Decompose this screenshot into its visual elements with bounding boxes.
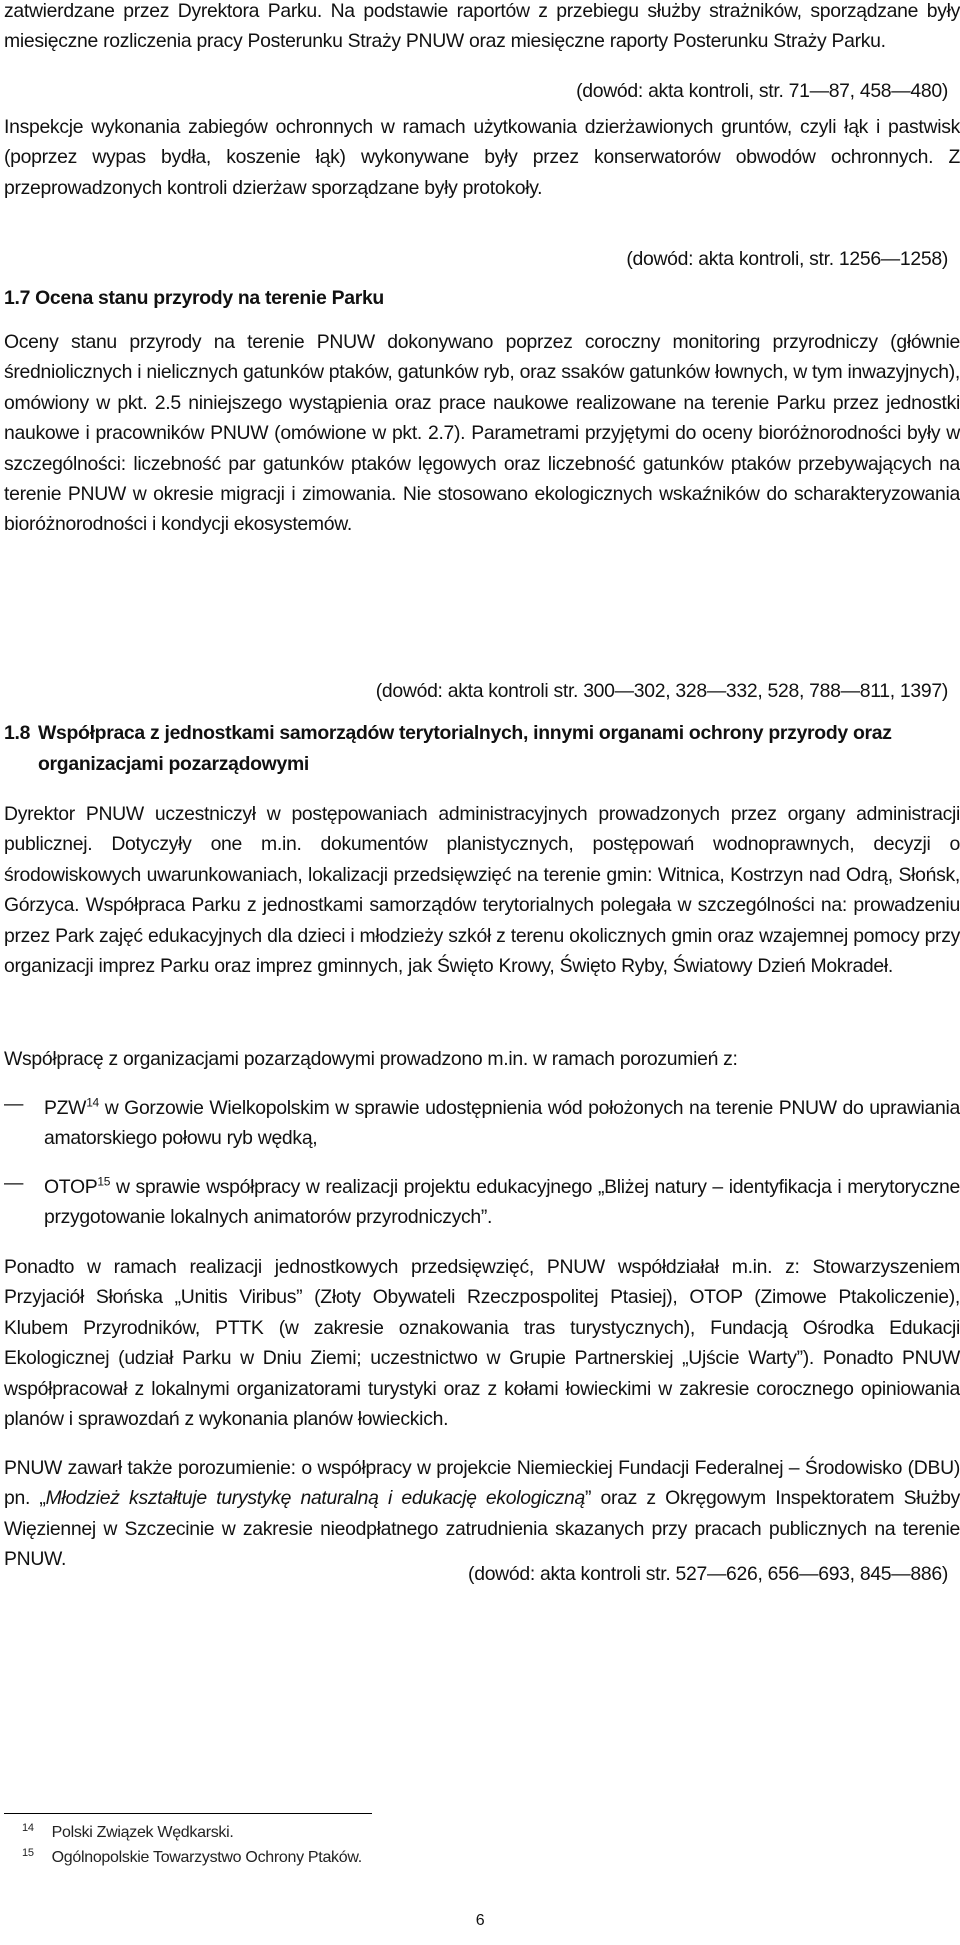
section-number: 1.8 (4, 722, 31, 744)
paragraph-ponadto: Ponadto w ramach realizacji jednostkowych przedsięwzięć, PNUW współdziałał m.in. z: Stowarzyszeniem Przyjaciół Słońska „Unitis Viribus” (Złoty Obywateli Rzeczpospolitej Ptasiej), OTOP (Zimowe Ptakoliczenie), Klubem Przyrodników, PTTK (w zakresie oznakowania tras turystycznych), Fundacją Ośrodka Edukacji Ekologicznej (udział Parku w Dniu Ziemi; uczestnictwo w Grupie Partnerskiej „Ujście Warty”). Ponadto PNUW współpracował z lokalnymi organizatorami turystyki oraz z kołami łowieckimi w zakresie corocznego opiniowania planów i sprawozdań z wykonania planów łowieckich. (4, 1256, 960, 1431)
list-item (4, 1093, 960, 1154)
footnote-text: Polski Związek Wędkarski. (51, 1824, 234, 1841)
paragraph-wspolprace: Współpracę z organizacjami pozarządowymi prowadzono m.in. w ramach porozumień z: (4, 1048, 738, 1070)
footnote (22, 1822, 234, 1844)
section-heading-1-8 (4, 718, 960, 780)
footnote (22, 1847, 362, 1869)
section-heading-1-7: 1.7 Ocena stanu przyrody na terenie Parku (4, 287, 384, 309)
paragraph-porozumienie: PNUW zawarł także porozumienie: o współpracy w projekcie Niemieckiej Fundacji Federalnej – Środowisko (DBU) pn. „Młodzież kształtuje turystykę naturalną i edukację ekologiczną” oraz z Okręgowym Inspektoratem Służby Więziennej w Szczecinie w zakresie nieodpłatnego zatrudnienia skazanych przy pracach publicznych na terenie PNUW. (4, 1457, 960, 1571)
paragraph-oceny: Oceny stanu przyrody na terenie PNUW dokonywano poprzez coroczny monitoring przyrodniczy (głównie średniolicznych i nielicznych gatunków ptaków, gatunków ryb, oraz ssaków gatunków łownych, w tym inwazyjnych), omówiony w pkt. 2.5 niniejszego wystąpienia oraz prace naukowe realizowane na terenie Parku przez jednostki naukowe i pracowników PNUW (omówione w pkt. 2.7). Parametrami przyjętymi do oceny bioróżnorodności były w szczególności: liczebność par gatunków ptaków lęgowych oraz liczebność gatunków ptaków przebywających na terenie PNUW w okresie migracji i zimowania. Nie stosowano ekologicznych wskaźników do scharakteryzowania bioróżnorodności i kondycji ekosystemów. (4, 331, 960, 536)
evidence-reference: (dowód: akta kontroli str. 527—626, 656—693, 845—886) (468, 1563, 948, 1585)
evidence-reference: (dowód: akta kontroli str. 300—302, 328—332, 528, 788—811, 1397) (375, 680, 948, 702)
footnote-ref: 15 (97, 1174, 111, 1189)
footnote-divider (4, 1813, 372, 1814)
project-title: Młodzież kształtuje turystykę naturalną i edukację ekologiczną (45, 1487, 586, 1510)
dash-bullet: — (4, 1172, 24, 1194)
dash-bullet: — (4, 1093, 24, 1115)
section-title: Współpraca z jednostkami samorządów terytorialnych, innymi organami ochrony przyrody oraz organizacjami pozarządowymi (38, 722, 892, 775)
footnote-number: 14 (22, 1821, 34, 1834)
footnote-text: Ogólnopolskie Towarzystwo Ochrony Ptaków. (51, 1849, 362, 1866)
organization-name: OTOP (44, 1176, 98, 1198)
paragraph-raporty (4, 0, 960, 57)
list-item-text: w Gorzowie Wielkopolskim w sprawie udostępnienia wód położonych na terenie PNUW do uprawiania amatorskiego połowu ryb wędką, (44, 1097, 960, 1150)
evidence-reference: (dowód: akta kontroli, str. 1256—1258) (626, 248, 948, 270)
organization-name: PZW (44, 1097, 87, 1119)
footnote-ref: 14 (86, 1095, 99, 1110)
page-number: 6 (475, 1912, 485, 1929)
footnote-number: 15 (22, 1846, 34, 1859)
paragraph-dyrektor: Dyrektor PNUW uczestniczył w postępowaniach administracyjnych prowadzonych przez organy administracji publicznej. Dotyczyły one m.in. dokumentów planistycznych, postępowań wodnoprawnych, decyzji o środowiskowych uwarunkowaniach, lokalizacji przedsięwzięć na terenie gmin: Witnica, Kostrzyn nad Odrą, Słońsk, Górzyca. Współpraca Parku z jednostkami samorządów terytorialnych polegała w szczególności na: prowadzeniu przez Park zajęć edukacyjnych dla dzieci i młodzieży szkół z terenu okolicznych gmin oraz wzajemnej pomocy przy organizacji imprez Parku oraz imprez gminnych, jak Święto Krowy, Święto Ryby, Światowy Dzień Mokradeł. (4, 803, 960, 978)
evidence-reference: (dowód: akta kontroli, str. 71—87, 458—480) (576, 80, 948, 102)
list-item (4, 1172, 960, 1233)
list-item-text: w sprawie współpracy w realizacji projektu edukacyjnego „Bliżej natury – identyfikacja i merytoryczne przygotowanie lokalnych animatorów przyrodniczych”. (44, 1176, 960, 1229)
paragraph-inspekcje: Inspekcje wykonania zabiegów ochronnych w ramach użytkowania dzierżawionych gruntów, czyli łąk i pastwisk (poprzez wypas bydła, koszenie łąk) wykonywane były przez konserwatorów obwodów ochronnych. Z przeprowadzonych kontroli dzierżaw sporządzane były protokoły. (4, 116, 960, 199)
paragraph-text: zatwierdzane przez Dyrektora Parku. Na podstawie raportów z przebiegu służby strażników, sporządzane były miesięczne rozliczenia pracy Posterunku Straży PNUW oraz miesięczne raporty Posterunku Straży Parku. (4, 0, 960, 53)
